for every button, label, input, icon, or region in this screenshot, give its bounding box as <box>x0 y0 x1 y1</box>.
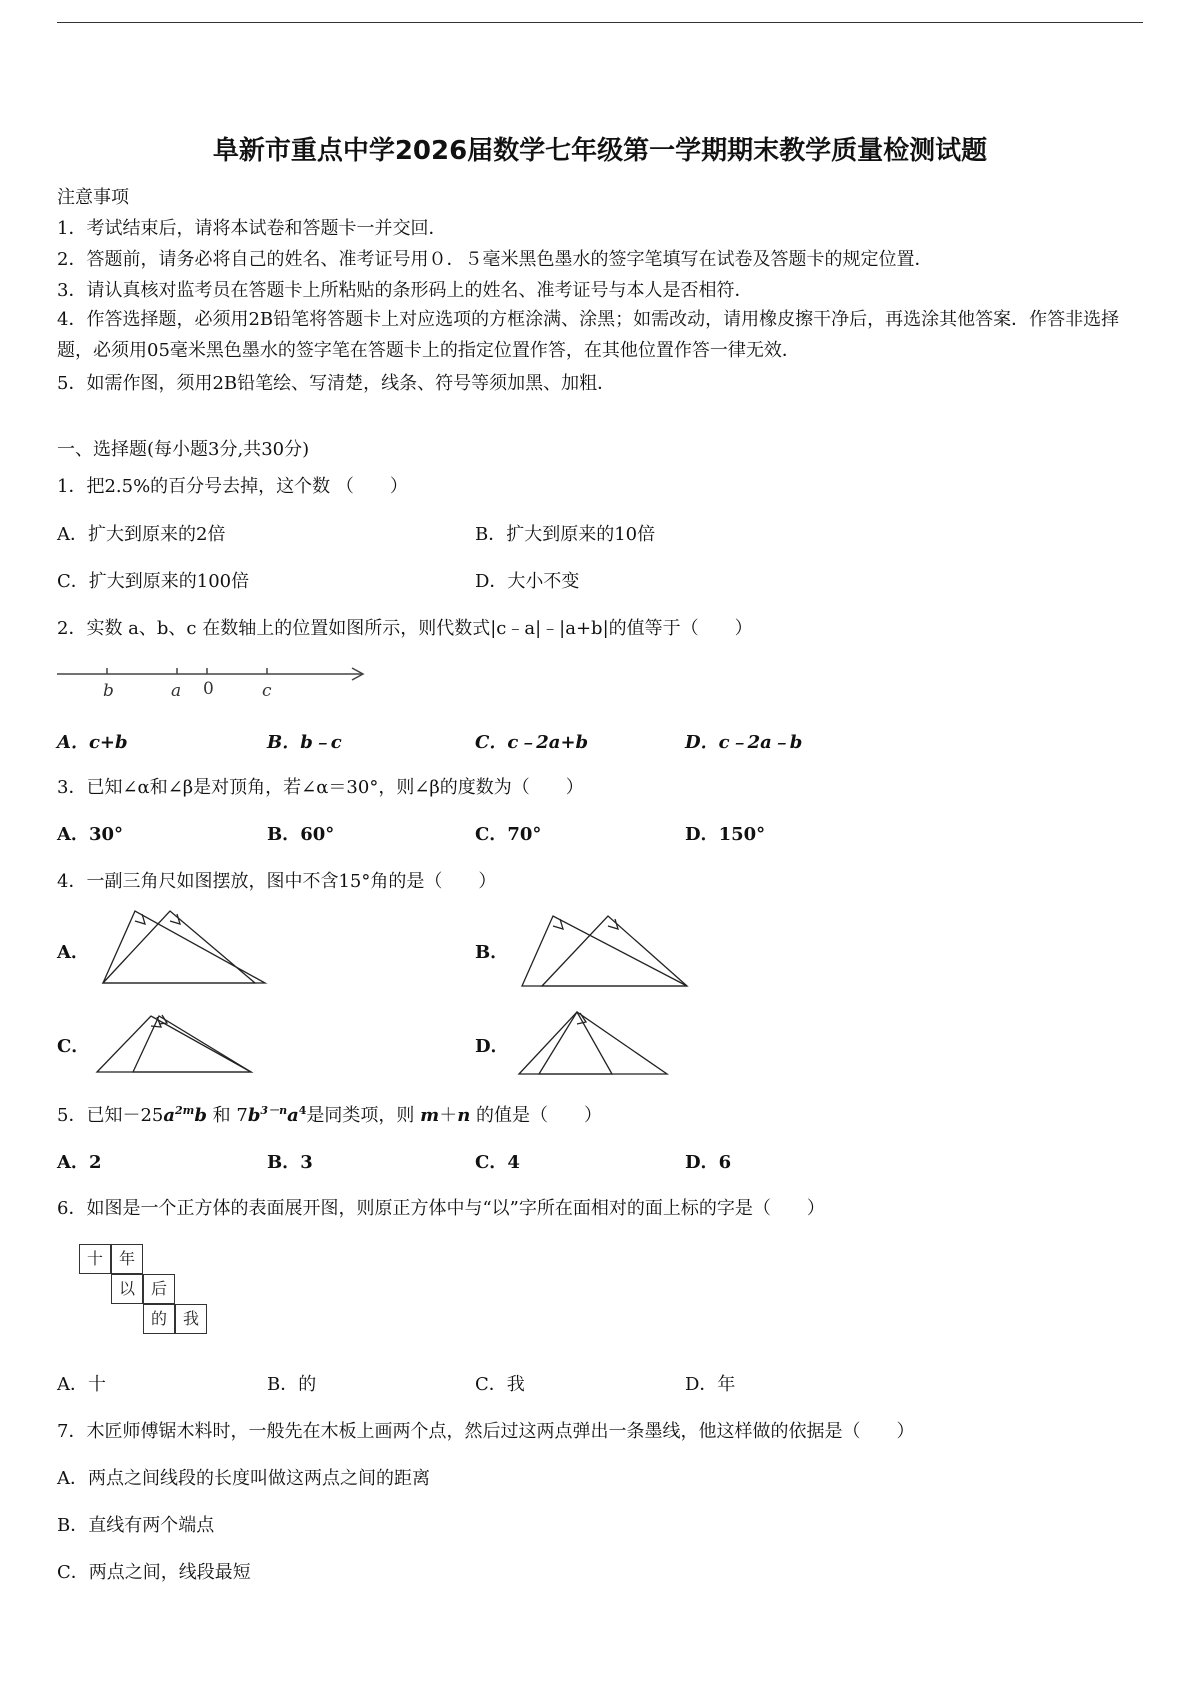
top-rule <box>57 22 1143 23</box>
q6-option-d: D．年 <box>685 1374 736 1395</box>
q6-option-a: A．十 <box>57 1374 106 1395</box>
net-cell-5: 的 <box>143 1304 175 1334</box>
notice-item-5: 5．如需作图，须用2B铅笔绘、写清楚，线条、符号等须加黑、加粗． <box>57 373 616 394</box>
q4-figure-c <box>95 1010 265 1080</box>
q1-option-d: D．大小不变 <box>475 571 580 592</box>
q6-option-c: C．我 <box>475 1374 525 1395</box>
net-cell-4: 后 <box>143 1274 175 1304</box>
q4-option-a: A． <box>57 942 89 963</box>
q3-option-d: D．150° <box>685 824 766 845</box>
q2-option-b: B．b﹣c <box>267 732 342 753</box>
q7-option-c: C．两点之间，线段最短 <box>57 1562 251 1583</box>
notice-item-1: 1．考试结束后，请将本试卷和答题卡一并交回． <box>57 218 447 239</box>
section-heading: 一、选择题(每小题3分,共30分) <box>57 439 310 460</box>
q2-option-a: A．c+b <box>57 732 128 753</box>
q3-stem: 3．已知∠α和∠β是对顶角，若∠α＝30°，则∠β的度数为（ ） <box>57 777 584 798</box>
q2-stem: 2．实数 a、b、c 在数轴上的位置如图所示，则代数式|c﹣a|﹣|a+b|的值等于（ ） <box>57 618 753 639</box>
axis-label-0: 0 <box>203 679 214 699</box>
notice-heading: 注意事项 <box>57 187 129 208</box>
q7-option-b: B．直线有两个端点 <box>57 1515 215 1536</box>
notice-item-4: 4．作答选择题，必须用2B铅笔将答题卡上对应选项的方框涂满、涂黑；如需改动，请用橡皮擦干净后，再选涂其他答案．作答非选择题，必须用05毫米黑色墨水的签字笔在答题卡上的指定位置作答，在其他位置作答一律无效． <box>57 309 1120 361</box>
notice-item-3: 3．请认真核对监考员在答题卡上所粘贴的条形码上的姓名、准考证号与本人是否相符． <box>57 280 753 301</box>
q4-figure-d <box>517 1008 687 1080</box>
q4-stem: 4．一副三角尺如图摆放，图中不含15°角的是（ ） <box>57 871 497 892</box>
q1-option-b: B．扩大到原来的10倍 <box>475 524 656 545</box>
q1-stem: 1．把2.5%的百分号去掉，这个数 （ ） <box>57 476 408 497</box>
net-cell-6: 我 <box>175 1304 207 1334</box>
notice-item-2: 2．答题前，请务必将自己的姓名、准考证号用０．５毫米黑色墨水的签字笔填写在试卷及答题卡的规定位置． <box>57 249 933 270</box>
q7-stem: 7．木匠师傅锯木料时，一般先在木板上画两个点，然后过这两点弹出一条墨线，他这样做的依据是（ ） <box>57 1421 915 1442</box>
q6-option-b: B．的 <box>267 1374 317 1395</box>
q1-option-c: C．扩大到原来的100倍 <box>57 571 250 592</box>
q5-option-d: D．6 <box>685 1152 732 1173</box>
q5-option-b: B．3 <box>267 1152 313 1173</box>
q4-figure-a <box>95 908 275 988</box>
axis-label-c: c <box>262 681 272 701</box>
net-cell-3: 以 <box>111 1274 143 1304</box>
q2-option-c: C．c﹣2a+b <box>475 732 589 753</box>
q4-option-b: B． <box>475 942 509 963</box>
q5-option-a: A．2 <box>57 1152 102 1173</box>
q4-option-d: D． <box>475 1036 509 1057</box>
q3-option-b: B．60° <box>267 824 335 845</box>
q4-option-c: C． <box>57 1036 90 1057</box>
net-cell-1: 十 <box>79 1244 111 1274</box>
q3-option-a: A．30° <box>57 824 124 845</box>
number-line-figure <box>57 660 377 700</box>
q2-option-d: D．c﹣2a﹣b <box>685 732 803 753</box>
q6-stem: 6．如图是一个正方体的表面展开图，则原正方体中与“以”字所在面相对的面上标的字是（ ） <box>57 1198 825 1219</box>
q3-option-c: C．70° <box>475 824 542 845</box>
axis-label-a: a <box>171 681 182 701</box>
q4-figure-b <box>517 912 697 992</box>
q5-option-c: C．4 <box>475 1152 520 1173</box>
q5-stem: 5．已知$-25a^{2m}b$ 和 $7b^{3-n}a^4$是同类项，则 m＋n 的值是（ ） <box>57 1104 603 1126</box>
q7-option-a: A．两点之间线段的长度叫做这两点之间的距离 <box>57 1468 430 1489</box>
q1-option-a: A．扩大到原来的2倍 <box>57 524 226 545</box>
net-cell-2: 年 <box>111 1244 143 1274</box>
axis-label-b: b <box>103 681 114 701</box>
page-title: 阜新市重点中学2026届数学七年级第一学期期末教学质量检测试题 <box>212 136 988 166</box>
